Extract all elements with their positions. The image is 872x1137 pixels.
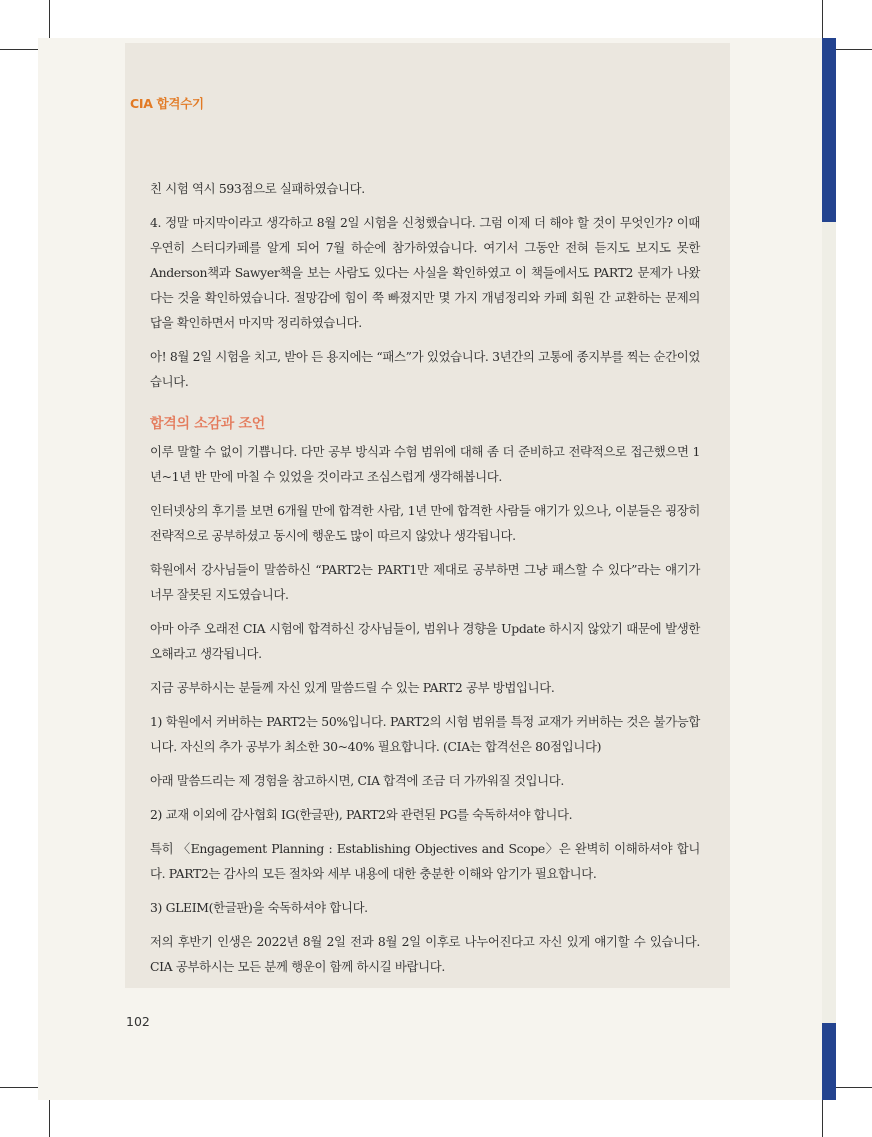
body-paragraph: 2) 교재 이외에 감사협회 IG(한글판), PART2와 관련된 PG를 숙독하셔야 합니다. — [150, 807, 573, 822]
body-paragraph: 3) GLEIM(한글판)을 숙독하셔야 합니다. — [150, 900, 368, 915]
body-paragraph: 특히 〈Engagement Planning : Establishing Objectives and Scope〉은 완벽히 이해하셔야 합니다. PART2는 감사의 모든 절차와 세부 내용에 대한 충분한 이해와 암기가 필요합니다. — [150, 841, 700, 881]
crop-mark — [0, 1087, 38, 1088]
crop-mark — [822, 0, 823, 38]
body-paragraph: 아! 8월 2일 시험을 치고, 받아 든 용지에는 “패스”가 있었습니다. 3년간의 고통에 종지부를 찍는 순간이었습니다. — [150, 349, 700, 389]
crop-mark — [822, 1100, 823, 1137]
body-paragraph: 지금 공부하시는 분들께 자신 있게 말씀드릴 수 있는 PART2 공부 방법입니다. — [150, 680, 555, 695]
crop-mark — [836, 49, 872, 50]
body-paragraph: 4. 정말 마지막이라고 생각하고 8월 2일 시험을 신청했습니다. 그럼 이제 더 해야 할 것이 무엇인가? 이때 우연히 스터디카페를 알게 되어 7월 하순에 참가하였습니다. 여기서 그동안 전혀 듣지도 보지도 못한 Anderson책과 Sawyer책을 보는 사람도 있다는 사실을 확인하였고 이 책들에서도 PART2 문제가 나왔다는 것을 확인하였습니다. 절망감에 힘이 쭉 빠졌지만 몇 가지 개념정리와 카페 회원 간 교환하는 문제의 답을 확인하면서 마지막 정리하였습니다. — [150, 215, 700, 330]
body-paragraph: 친 시험 역시 593점으로 실패하였습니다. — [150, 181, 365, 196]
body-paragraph: 아마 아주 오래전 CIA 시험에 합격하신 강사님들이, 범위나 경향을 Update 하시지 않았기 때문에 발생한 오해라고 생각됩니다. — [150, 621, 700, 661]
body-paragraph: 학원에서 강사님들이 말씀하신 “PART2는 PART1만 제대로 공부하면 그냥 패스할 수 있다”라는 얘기가 너무 잘못된 지도였습니다. — [150, 562, 700, 602]
body-paragraph: 아래 말씀드리는 제 경험을 참고하시면, CIA 합격에 조금 더 가까워질 것입니다. — [150, 773, 564, 788]
body-paragraph: 1) 학원에서 커버하는 PART2는 50%입니다. PART2의 시험 범위를 특정 교재가 커버하는 것은 불가능합니다. 자신의 추가 공부가 최소한 30~40% 필요합니다. (CIA는 합격선은 80점입니다) — [150, 714, 700, 754]
body-paragraph: 인터넷상의 후기를 보면 6개월 만에 합격한 사람, 1년 만에 합격한 사람들 얘기가 있으나, 이분들은 굉장히 전략적으로 공부하셨고 동시에 행운도 많이 따르지 않았나 생각됩니다. — [150, 503, 700, 543]
subheading: 합격의 소감과 조언 — [150, 416, 265, 432]
body-paragraph: 저의 후반기 인생은 2022년 8월 2일 전과 8월 2일 이후로 나누어진다고 자신 있게 얘기할 수 있습니다. CIA 공부하시는 모든 분께 행운이 함께 하시길 바랍니다. — [150, 934, 700, 974]
page-number: 102 — [126, 1014, 150, 1029]
crop-mark — [49, 1100, 50, 1137]
body-paragraph: 이루 말할 수 없이 기쁩니다. 다만 공부 방식과 수험 범위에 대해 좀 더 준비하고 전략적으로 접근했으면 1년~1년 반 만에 마칠 수 있었을 것이라고 조심스럽게 생각해봅니다. — [150, 444, 700, 484]
top-thumb-tab — [822, 38, 836, 222]
crop-mark — [836, 1087, 872, 1088]
article-body — [150, 176, 700, 988]
section-label: CIA 합격수기 — [130, 96, 204, 111]
crop-mark — [49, 0, 50, 38]
bottom-thumb-tab — [822, 1023, 836, 1100]
crop-mark — [0, 49, 38, 50]
